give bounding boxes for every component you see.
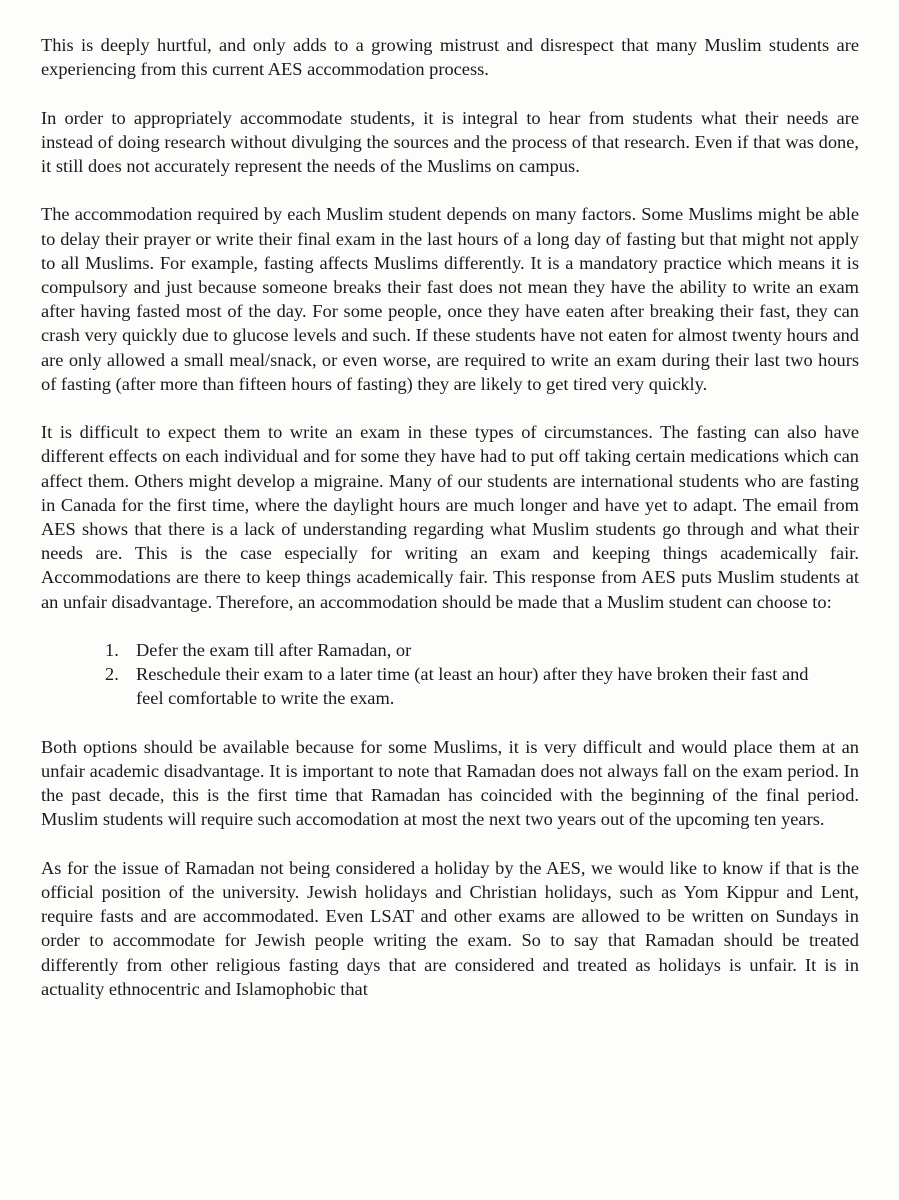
- list-item-text: Defer the exam till after Ramadan, or: [136, 640, 412, 661]
- list-item-text: Reschedule their exam to a later time (at least an hour) after they have broken their fast and feel comfortable to write the exam.: [136, 664, 809, 709]
- document-body: [41, 33, 859, 1025]
- paragraph-mistrust: This is deeply hurtful, and only adds to a growing mistrust and disrespect that many Muslim students are experiencing from this current AES accommodation process.: [41, 35, 859, 80]
- paragraph-holiday-issue: As for the issue of Ramadan not being considered a holiday by the AES, we would like to know if that is the official position of the university. Jewish holidays and Christian holidays, such as Yom Kippur and Lent, require fasts and are accommodated. Even LSAT and other exams are allowed to be written on Sundays in order to accommodate for Jewish people writing the exam. So to say that Ramadan should be treated differently from other religious fasting days that are considered and treated as holidays is unfair. It is in actuality ethnocentric and Islamophobic that: [41, 857, 859, 999]
- list-item: [41, 638, 859, 662]
- paragraph-accommodation-factors: The accommodation required by each Muslim student depends on many factors. Some Muslims might be able to delay their prayer or write their final exam in the last hours of a long day of fasting but that might not apply to all Muslims. For example, fasting affects Muslims differently. It is a mandatory practice which means it is compulsory and just because someone breaks their fast does not mean they have the ability to write an exam after having fasted most of the day. For some people, once they have eaten after breaking their fast, they can crash very quickly due to glucose levels and such. If these students have not eaten for almost twenty hours and are only allowed a small meal/snack, or even worse, are required to write an exam during their last two hours of fasting (after more than fifteen hours of fasting) they are likely to get tired very quickly.: [41, 204, 859, 394]
- list-item: [41, 662, 859, 710]
- options-list: [41, 638, 859, 711]
- list-item-number: 1.: [105, 640, 119, 661]
- list-item-number: 2.: [105, 664, 119, 685]
- paragraph-both-options: Both options should be available because for some Muslims, it is very difficult and would place them at an unfair academic disadvantage. It is important to note that Ramadan does not always fall on the exam period. In the past decade, this is the first time that Ramadan has coincided with the beginning of the final period. Muslim students will require such accomodation at most the next two years out of the upcoming ten years.: [41, 736, 859, 830]
- paragraph-hear-from-students: In order to appropriately accommodate students, it is integral to hear from students what their needs are instead of doing research without divulging the sources and the process of that research. Even if that was done, it still does not accurately represent the needs of the Muslims on campus.: [41, 107, 859, 176]
- paragraph-difficult-circumstances: It is difficult to expect them to write an exam in these types of circumstances. The fasting can also have different effects on each individual and for some they have had to put off taking certain medications which can affect them. Others might develop a migraine. Many of our students are international students who are fasting in Canada for the first time, where the daylight hours are much longer and have yet to adapt. The email from AES shows that there is a lack of understanding regarding what Muslim students go through and what their needs are. This is the case especially for writing an exam and keeping things academically fair. Accommodations are there to keep things academically fair. This response from AES puts Muslim students at an unfair disadvantage. Therefore, an accommodation should be made that a Muslim student can choose to:: [41, 422, 859, 612]
